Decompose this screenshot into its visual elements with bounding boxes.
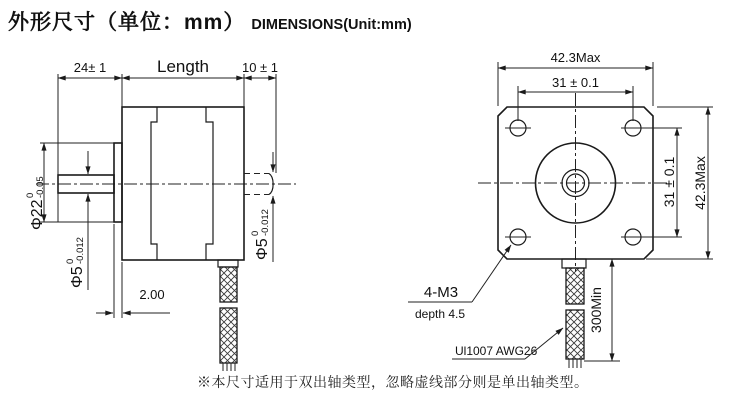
footnote: ※本尺寸适用于双出轴类型，忽略虚线部分则是单出轴类型。 [197, 374, 589, 390]
dim-text-hole-spacing-h: 31 ± 0.1 [552, 75, 599, 90]
cable-braid-upper [566, 268, 584, 304]
ext-lines [40, 143, 114, 222]
dim-text-height [692, 156, 708, 210]
svg-text:0: 0 [25, 192, 36, 198]
dim-text-cable-length [588, 287, 604, 333]
svg-text:42.3Max: 42.3Max [692, 156, 708, 210]
svg-text:Φ5: Φ5 [254, 238, 271, 260]
dim-lengths-top [58, 57, 278, 222]
cable-braid-upper [220, 267, 237, 302]
dim-text-width: 42.3Max [550, 50, 601, 65]
dim-boss-protrusion [96, 224, 170, 318]
dim-text-length: Length [157, 57, 209, 76]
svg-text:300Min: 300Min [588, 287, 604, 333]
pilot-boss-side [114, 143, 122, 222]
cable-collar [218, 260, 238, 267]
svg-text:Φ22: Φ22 [29, 199, 46, 230]
label-text-hole-depth: depth 4.5 [414, 307, 466, 321]
lead-wires [569, 359, 581, 368]
title-chinese: 外形尺寸（单位：mm） [8, 11, 246, 34]
cable-braid-lower [220, 308, 237, 363]
cable-front [562, 259, 586, 368]
svg-text:-0.012: -0.012 [260, 209, 271, 236]
leader-arrow [472, 245, 511, 302]
svg-text:-0.05: -0.05 [35, 176, 46, 198]
label-wire-spec [452, 328, 563, 359]
label-text-holes: 4-M3 [423, 284, 459, 301]
dim-text-boss-dia [25, 176, 46, 230]
dim-text-rear-shaft: 10 ± 1 [241, 60, 279, 75]
svg-text:Φ5: Φ5 [69, 266, 86, 288]
dim-text-front-shaft: 24± 1 [73, 60, 107, 75]
dim-hole-spacing-v [661, 128, 677, 237]
svg-text:-0.012: -0.012 [75, 237, 86, 264]
dim-text-rear-shaft-dia [250, 209, 271, 260]
cable-side [218, 260, 238, 371]
dim-rear-shaft-diameter [250, 152, 273, 262]
dim-front-shaft-diameter [65, 151, 88, 290]
cable-collar [562, 259, 586, 268]
title-english: DIMENSIONS(Unit:mm) [251, 17, 412, 33]
svg-text:0: 0 [250, 230, 261, 236]
ext-lines [114, 224, 122, 318]
front-view [408, 50, 713, 368]
dim-cable-length [584, 259, 620, 361]
label-mounting-holes [408, 245, 511, 321]
dim-text-boss-protrusion: 2.00 [139, 287, 165, 302]
cable-braid-lower [566, 310, 584, 359]
dim-text-front-shaft-dia [65, 237, 86, 288]
dim-boss-diameter [25, 143, 114, 230]
label-text-wire: Ul1007 AWG26 [455, 344, 538, 358]
svg-text:31 ± 0.1: 31 ± 0.1 [661, 156, 677, 208]
lead-wires [223, 363, 235, 371]
side-view [25, 57, 296, 371]
svg-text:0: 0 [65, 258, 76, 264]
dim-text-hole-spacing-v [661, 157, 677, 208]
